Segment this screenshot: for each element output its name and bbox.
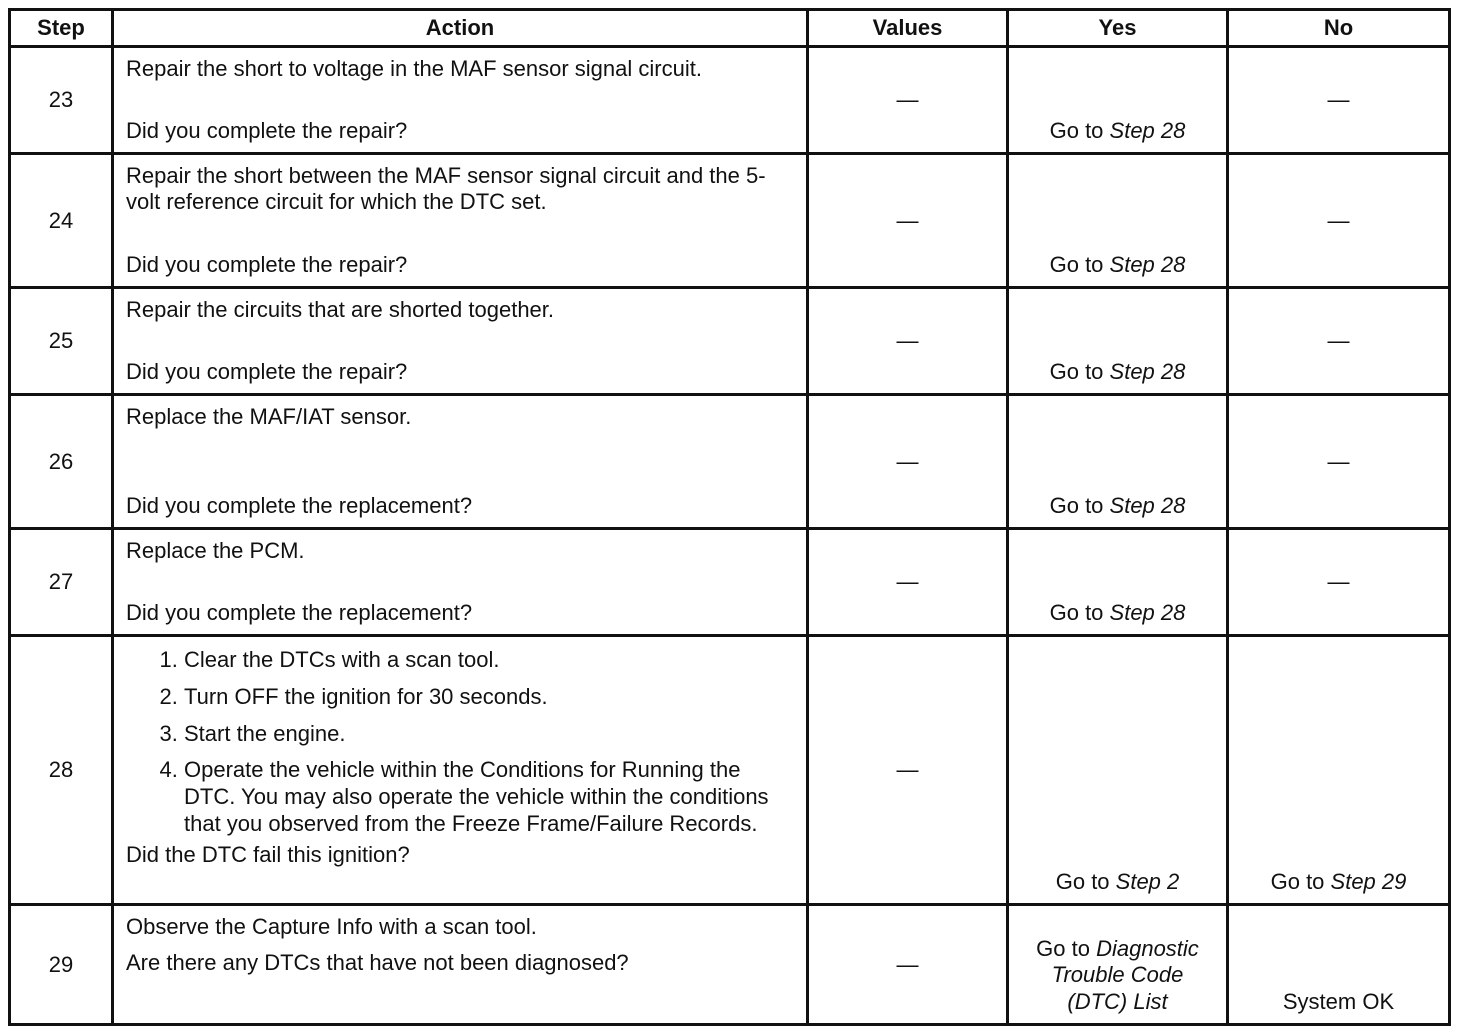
action-question: Did you complete the repair? [126,359,408,384]
yes-step-link[interactable]: Step 28 [1109,118,1186,143]
no-cell: System OK [1228,905,1450,1025]
no-prefix: Go to [1270,869,1331,894]
action-cell [113,288,808,395]
yes-prefix: Go to [1055,869,1116,894]
action-cell [113,636,808,905]
action-question: Did you complete the replacement? [126,493,473,518]
step-number: 24 [10,154,113,288]
action-instruction: Repair the short to voltage in the MAF sensor signal circuit. [126,56,702,81]
action-cell [113,47,808,154]
yes-step-link[interactable]: Step 28 [1109,600,1186,625]
action-question: Did you complete the repair? [126,252,408,277]
action-question: Did you complete the repair? [126,118,408,143]
header-yes: Yes [1008,10,1228,47]
table-row [10,529,1450,636]
table-row [10,288,1450,395]
action-cell [113,395,808,529]
table-row [10,154,1450,288]
yes-dtc-list-link[interactable]: Diagnostic Trouble Code (DTC) List [1051,935,1199,1014]
yes-prefix: Go to [1049,118,1110,143]
yes-cell [1008,47,1228,154]
yes-prefix: Go to [1049,600,1110,625]
procedure-list [126,647,796,838]
action-cell [113,529,808,636]
action-instruction: Replace the MAF/IAT sensor. [126,404,412,429]
values-cell: — [808,395,1008,529]
yes-step-link[interactable]: Step 28 [1109,252,1186,277]
table-row [10,905,1450,1025]
yes-cell [1008,395,1228,529]
yes-prefix: Go to [1049,493,1110,518]
yes-cell [1008,288,1228,395]
action-cell [113,154,808,288]
values-cell: — [808,288,1008,395]
no-cell: — [1228,154,1450,288]
yes-cell [1008,905,1228,1025]
yes-step-link[interactable]: Step 28 [1109,359,1186,384]
table-row [10,47,1450,154]
action-instruction: Observe the Capture Info with a scan tool. [126,914,537,939]
values-cell: — [808,154,1008,288]
values-cell: — [808,47,1008,154]
no-cell: — [1228,529,1450,636]
no-cell: — [1228,288,1450,395]
header-action: Action [113,10,808,47]
step-number: 25 [10,288,113,395]
yes-cell [1008,529,1228,636]
header-no: No [1228,10,1450,47]
procedure-item: 1. Clear the DTCs with a scan tool. [184,647,796,674]
step-number: 29 [10,905,113,1025]
step-number: 23 [10,47,113,154]
diagnostic-table [8,8,1451,1026]
values-cell: — [808,636,1008,905]
no-step-link[interactable]: Step 29 [1330,869,1407,894]
table-row [10,636,1450,905]
header-values: Values [808,10,1008,47]
procedure-item: 4. Operate the vehicle within the Conditions for Running the DTC. You may also operate the vehicle within the conditions that you observed from the Freeze Frame/Failure Records. [184,757,796,837]
no-cell: — [1228,395,1450,529]
step-number: 27 [10,529,113,636]
yes-prefix: Go to [1036,935,1097,961]
header-row [10,10,1450,47]
step-number: 28 [10,636,113,905]
action-cell [113,905,808,1025]
values-cell: — [808,905,1008,1025]
action-question: Are there any DTCs that have not been diagnosed? [126,950,629,975]
procedure-item: 2. Turn OFF the ignition for 30 seconds. [184,684,796,711]
header-step: Step [10,10,113,47]
action-question: Did the DTC fail this ignition? [126,841,410,867]
step-number: 26 [10,395,113,529]
no-cell [1228,636,1450,905]
yes-step-link[interactable]: Step 28 [1109,493,1186,518]
action-instruction: Replace the PCM. [126,538,305,563]
action-instruction: Repair the circuits that are shorted together. [126,297,555,322]
yes-cell [1008,636,1228,905]
yes-step-link[interactable]: Step 2 [1115,869,1180,894]
procedure-item: 3. Start the engine. [184,721,796,748]
no-cell: — [1228,47,1450,154]
values-cell: — [808,529,1008,636]
table-row [10,395,1450,529]
yes-cell [1008,154,1228,288]
yes-prefix: Go to [1049,252,1110,277]
action-question: Did you complete the replacement? [126,600,473,625]
yes-prefix: Go to [1049,359,1110,384]
action-instruction: Repair the short between the MAF sensor signal circuit and the 5-volt reference circuit for which the DTC set. [126,163,766,214]
